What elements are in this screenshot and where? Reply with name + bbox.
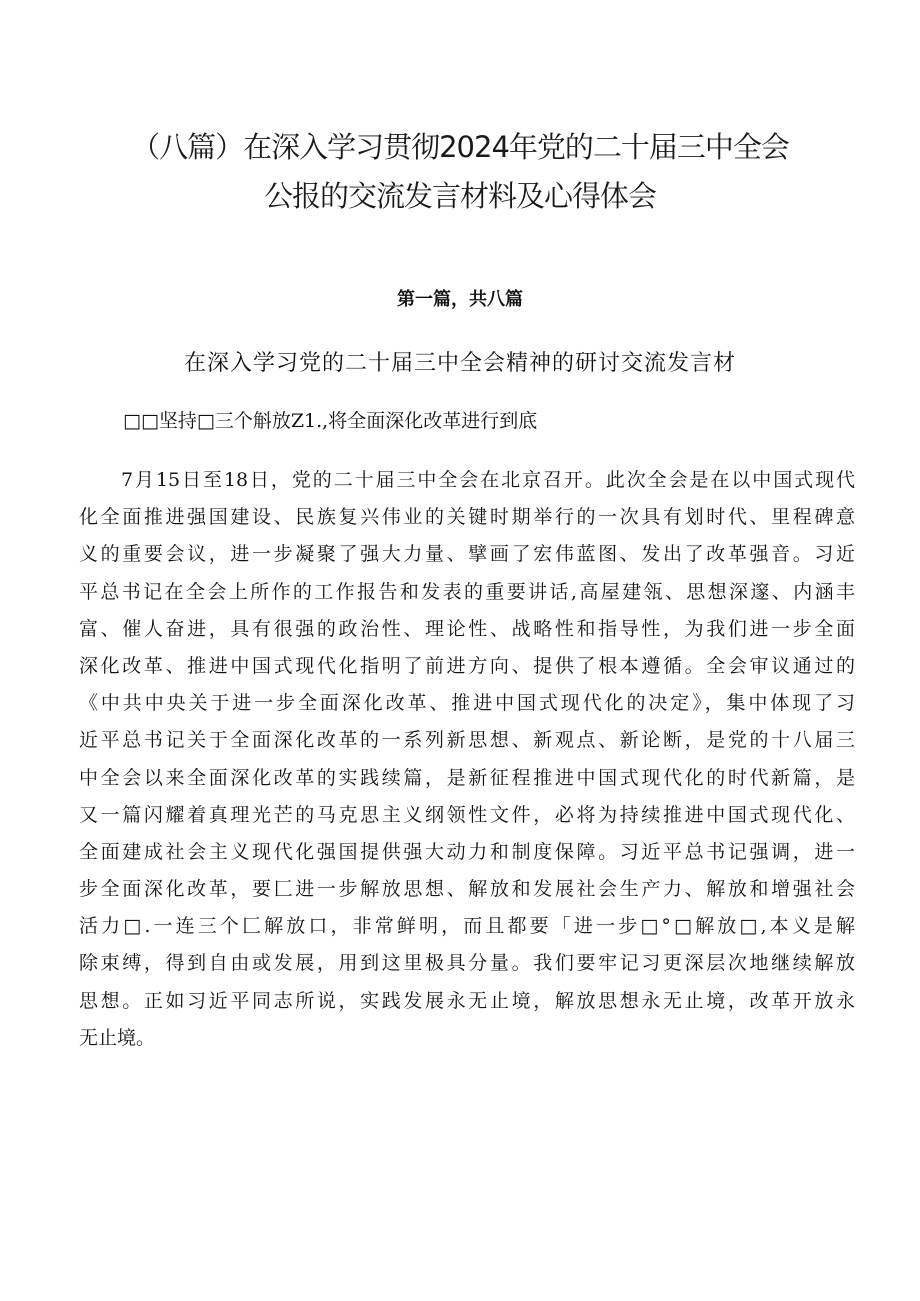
body-line: 7月15日至18日，党的二十届三中全会在北京召开。此次全会是在以中国式现代 — [121, 469, 855, 491]
body-line: 除束缚，得到自由或发展，用到这里极具分量。我们要牢记习更深层次地继续解放 — [79, 952, 855, 975]
body-line: 中全会以来全面深化改革的实践续篇，是新征程推进中国式现代化的时代新篇，是 — [79, 766, 855, 789]
document-title-line-2: 公报的交流发言材料及心得体会 — [263, 179, 656, 213]
body-line: 步全面深化改革，要匚进一步解放思想、解放和发展社会生产力、解放和增强社会 — [79, 878, 855, 901]
article-heading: 在深入学习党的二十届三中全会精神的研讨交流发言材 — [183, 351, 736, 376]
body-line: 平总书记在全会上所作的工作报告和发表的重要讲话,高屋建瓴、思想深邃、内涵丰 — [79, 580, 855, 603]
section-label: 第一篇，共八篇 — [397, 289, 523, 310]
body-line: 《中共中央关于进一步全面深化改革、推进中国式现代化的决定》，集中体现了习 — [79, 692, 855, 715]
sub-heading: □□坚持□三个斛放Z1.,将全面深化改革进行到底 — [123, 410, 538, 432]
body-line: 深化改革、推进中国式现代化指明了前进方向、提供了根本遵循。全会审议通过的 — [79, 654, 855, 677]
body-line: 化全面推进强国建设、民族复兴伟业的关键时期举行的一次具有划时代、里程碑意 — [79, 506, 855, 529]
body-line: 活力□.一连三个匚解放口，非常鲜明，而且都要「进一步□°□解放□,本义是解 — [79, 915, 855, 938]
body-paragraph — [79, 462, 855, 1057]
body-line: 思想。正如习近平同志所说，实践发展永无止境，解放思想永无止境，改革开放永 — [79, 989, 855, 1012]
body-line: 近平总书记关于全面深化改革的一系列新思想、新观点、新论断，是党的十八届三 — [79, 729, 855, 752]
body-line: 富、催人奋进，具有很强的政治性、理论性、战略性和指导性，为我们进一步全面 — [79, 617, 855, 640]
body-line: 又一篇闪耀着真理光芒的马克思主义纲领性文件，必将为持续推进中国式现代化、 — [79, 803, 855, 826]
body-line: 无止境。 — [79, 1026, 156, 1049]
document-title-line-1: （八篇）在深入学习贯彻2024年党的二十届三中全会 — [131, 130, 789, 164]
body-line: 全面建成社会主义现代化强国提供强大动力和制度保障。习近平总书记强调，进一 — [79, 840, 855, 863]
body-line: 义的重要会议，进一步凝聚了强大力量、擘画了宏伟蓝图、发出了改革强音。习近 — [79, 543, 855, 566]
